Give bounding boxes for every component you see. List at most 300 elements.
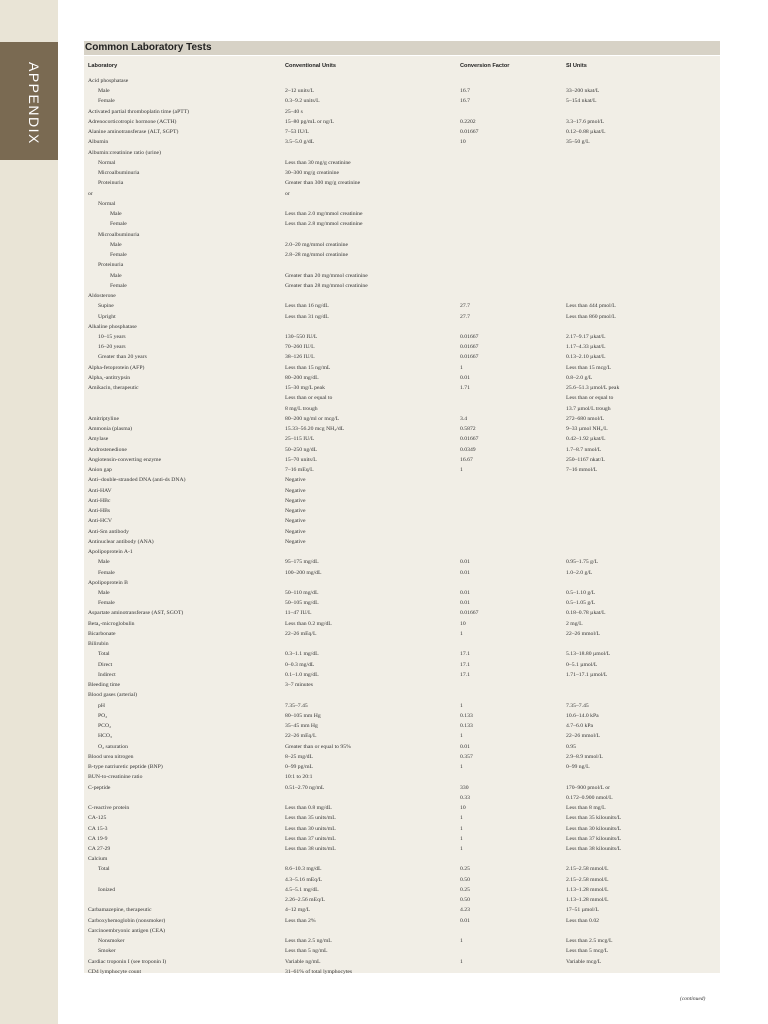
table-row bbox=[0, 332, 768, 342]
conventional-units-cell: 8.6–10.3 mg/dL bbox=[285, 866, 322, 873]
table-row bbox=[0, 240, 768, 250]
table-row bbox=[0, 322, 768, 332]
table-row bbox=[0, 527, 768, 537]
conventional-units-cell: Variable ng/mL bbox=[285, 958, 321, 965]
si-units-cell: Less than 37 kilounits/L bbox=[566, 835, 622, 842]
si-units-cell: 2.9–8.9 mmol/L bbox=[566, 753, 603, 760]
conventional-units-cell: Greater than or equal to 95% bbox=[285, 743, 351, 750]
conversion-factor-cell: 0.01667 bbox=[460, 354, 479, 361]
conventional-units-cell: or bbox=[285, 190, 290, 197]
test-name-cell: Total bbox=[98, 866, 110, 873]
table-row bbox=[0, 148, 768, 158]
conventional-units-cell: 0–99 pg/mL bbox=[285, 764, 313, 771]
test-name-cell: Direct bbox=[98, 661, 113, 668]
conversion-factor-cell: 0.01 bbox=[460, 559, 470, 566]
test-name-cell: Male bbox=[98, 88, 110, 95]
test-name-cell: Ionized bbox=[98, 886, 116, 893]
conventional-units-cell: 2.26–2.56 mEq/L bbox=[285, 897, 325, 904]
test-name-cell: or bbox=[88, 190, 93, 197]
conversion-factor-cell: 0.357 bbox=[460, 753, 473, 760]
conventional-units-cell: 50–105 mg/dL bbox=[285, 600, 319, 607]
test-name-cell: B-type natriuretic peptide (BNP) bbox=[88, 764, 163, 771]
header-conversion-factor: Conversion Factor bbox=[460, 63, 510, 69]
test-name-cell: PO₂ bbox=[98, 712, 108, 719]
table-row bbox=[0, 373, 768, 383]
table-row bbox=[0, 803, 768, 813]
conversion-factor-cell: 10 bbox=[460, 620, 466, 627]
table-row bbox=[0, 588, 768, 598]
test-name-cell: C-peptide bbox=[88, 784, 111, 791]
table-row bbox=[0, 752, 768, 762]
test-name-cell: Anti–double-stranded DNA (anti-ds DNA) bbox=[88, 477, 186, 484]
conventional-units-cell: Greater than 28 mg/mmol creatinine bbox=[285, 282, 368, 289]
test-name-cell: Beta₂-microglobulin bbox=[88, 620, 135, 627]
si-units-cell: 5–154 nkat/L bbox=[566, 98, 597, 105]
conventional-units-cell: Negative bbox=[285, 497, 306, 504]
si-units-cell: Less than 5 mcg/L bbox=[566, 948, 609, 955]
table-row bbox=[0, 301, 768, 311]
table-row bbox=[0, 701, 768, 711]
table-row bbox=[0, 117, 768, 127]
table-row bbox=[0, 281, 768, 291]
si-units-cell: 1.71–17.1 µmol/L bbox=[566, 671, 608, 678]
si-units-cell: 1.13–1.28 mmol/L bbox=[566, 897, 609, 904]
conventional-units-cell: 25–115 IU/L bbox=[285, 436, 315, 443]
conventional-units-cell: Less than 16 ng/dL bbox=[285, 303, 329, 310]
conversion-factor-cell: 0.01667 bbox=[460, 334, 479, 340]
conventional-units-cell: Greater than 300 mg/g creatinine bbox=[285, 180, 361, 187]
conversion-factor-cell: 0.01 bbox=[460, 743, 470, 750]
si-units-cell: 250–1167 nkat/L bbox=[566, 456, 605, 463]
test-name-cell: CD4 lymphocyte count bbox=[88, 968, 142, 975]
test-name-cell: Blood urea nitrogen bbox=[88, 753, 134, 760]
conversion-factor-cell: 1 bbox=[460, 630, 463, 637]
test-name-cell: Female bbox=[110, 282, 127, 289]
conversion-factor-cell: 0.25 bbox=[460, 866, 470, 873]
conversion-factor-cell: 1 bbox=[460, 938, 463, 945]
appendix-tab-label: APPENDIX bbox=[26, 62, 42, 145]
table-row bbox=[0, 967, 768, 977]
si-units-cell: 2.15–2.58 mmol/L bbox=[566, 876, 609, 883]
conventional-units-cell: Less than 2.5 ng/mL bbox=[285, 938, 332, 945]
conventional-units-cell: 35–45 mm Hg bbox=[285, 723, 318, 730]
test-name-cell: Female bbox=[98, 569, 115, 576]
conversion-factor-cell: 0.01 bbox=[460, 917, 470, 924]
conventional-units-cell: 10:1 to 20:1 bbox=[285, 774, 313, 781]
test-name-cell: Alanine aminotransferase (ALT, SGPT) bbox=[88, 129, 179, 136]
test-name-cell: Amikacin, therapeutic bbox=[88, 385, 139, 392]
test-name-cell: Bleeding time bbox=[88, 682, 121, 689]
conventional-units-cell: 4.5–5.1 mg/dL bbox=[285, 886, 319, 893]
table-row bbox=[0, 414, 768, 424]
test-name-cell: Male bbox=[110, 272, 122, 279]
test-name-cell: Apolipoprotein B bbox=[88, 579, 128, 586]
conversion-factor-cell: 16.7 bbox=[460, 88, 470, 95]
header-laboratory: Laboratory bbox=[88, 63, 118, 69]
test-name-cell: Female bbox=[98, 600, 115, 607]
si-units-cell: Less than 35 kilounits/L bbox=[566, 815, 622, 822]
table-row bbox=[0, 578, 768, 588]
table-row bbox=[0, 608, 768, 618]
test-name-cell: Cardiac troponin I (see troponin I) bbox=[88, 958, 167, 965]
conversion-factor-cell: 0.33 bbox=[460, 794, 470, 801]
conventional-units-cell: 31–61% of total lymphocytes bbox=[285, 968, 353, 975]
si-units-cell: 0.95 bbox=[566, 743, 576, 750]
conventional-units-cell: 30–300 mg/g creatinine bbox=[285, 170, 340, 177]
conversion-factor-cell: 1 bbox=[460, 764, 463, 771]
table-row bbox=[0, 926, 768, 936]
test-name-cell: Androstenedione bbox=[88, 446, 127, 453]
conversion-factor-cell: 17.1 bbox=[460, 651, 470, 658]
conventional-units-cell: 2.8–28 mg/mmol creatinine bbox=[285, 252, 349, 259]
si-units-cell: 2 mg/L bbox=[566, 620, 583, 627]
table-row bbox=[0, 516, 768, 526]
conventional-units-cell: Less than 37 units/mL bbox=[285, 835, 336, 842]
conversion-factor-cell: 27.7 bbox=[460, 313, 470, 320]
test-name-cell: Normal bbox=[98, 159, 116, 166]
conventional-units-cell: 100–200 mg/dL bbox=[285, 569, 322, 576]
conversion-factor-cell: 10 bbox=[460, 139, 466, 146]
conventional-units-cell: 0.3–1.1 mg/dL bbox=[285, 651, 319, 658]
table-row bbox=[0, 813, 768, 823]
table-row bbox=[0, 762, 768, 772]
conventional-units-cell: 22–26 mEq/L bbox=[285, 733, 317, 740]
table-row bbox=[0, 936, 768, 946]
conversion-factor-cell: 1 bbox=[460, 702, 463, 709]
table-row bbox=[0, 127, 768, 137]
conventional-units-cell: 130–550 IU/L bbox=[285, 334, 318, 340]
conventional-units-cell: 15.33–56.20 mcg NH₃/dL bbox=[285, 426, 345, 433]
conversion-factor-cell: 0.133 bbox=[460, 723, 473, 730]
conventional-units-cell: 11–47 IU/L bbox=[285, 610, 312, 617]
si-units-cell: 0.8–2.0 g/L bbox=[566, 374, 593, 381]
conventional-units-cell: 80–200 ng/ml or mcg/L bbox=[285, 415, 340, 422]
conversion-factor-cell: 0.01 bbox=[460, 600, 470, 607]
table-row bbox=[0, 844, 768, 854]
table-row bbox=[0, 731, 768, 741]
table-row bbox=[0, 957, 768, 967]
table-row bbox=[0, 742, 768, 752]
page-title: Common Laboratory Tests bbox=[85, 42, 212, 53]
si-units-cell: 0.12–0.88 µkat/L bbox=[566, 129, 606, 136]
test-name-cell: Anion gap bbox=[88, 467, 112, 474]
test-name-cell: BUN-to-creatinine ratio bbox=[88, 774, 143, 781]
si-units-cell: 0.5–1.10 g/L bbox=[566, 590, 596, 596]
si-units-cell: Less than 30 kilounits/L bbox=[566, 825, 622, 832]
table-row bbox=[0, 486, 768, 496]
test-name-cell: CA 15-3 bbox=[88, 825, 108, 832]
test-name-cell: Anti-Sm antibody bbox=[88, 528, 129, 535]
table-row bbox=[0, 363, 768, 373]
test-name-cell: Male bbox=[110, 211, 122, 218]
table-row bbox=[0, 506, 768, 516]
conversion-factor-cell: 0.01 bbox=[460, 374, 470, 381]
conventional-units-cell: Negative bbox=[285, 508, 306, 515]
conventional-units-cell: Less than 15 ng/mL bbox=[285, 364, 331, 371]
test-name-cell: C-reactive protein bbox=[88, 805, 130, 812]
test-name-cell: CA-125 bbox=[88, 815, 107, 822]
conventional-units-cell: 70–260 IU/L bbox=[285, 344, 315, 351]
conversion-factor-cell: 16.67 bbox=[460, 456, 473, 463]
conventional-units-cell: 80–200 mg/dL bbox=[285, 374, 319, 381]
si-units-cell: 1.13–1.28 mmol/L bbox=[566, 886, 609, 893]
header-si-units: SI Units bbox=[566, 63, 587, 69]
conventional-units-cell: 4.3–5.16 mEq/L bbox=[285, 876, 323, 883]
header-conventional-units: Conventional Units bbox=[285, 63, 336, 69]
conventional-units-cell: 7–53 IU/L bbox=[285, 129, 309, 136]
conversion-factor-cell: 1.71 bbox=[460, 385, 470, 392]
si-units-cell: 3.3–17.6 pmol/L bbox=[566, 118, 605, 125]
table-row bbox=[0, 885, 768, 895]
si-units-cell: 10.6–14.0 kPa bbox=[566, 712, 599, 719]
conventional-units-cell: Less than 5 ng/mL bbox=[285, 948, 328, 955]
si-units-cell: 22–26 mmol/L bbox=[566, 630, 600, 637]
conventional-units-cell: Negative bbox=[285, 538, 306, 545]
test-name-cell: Alpha-fetoprotein (AFP) bbox=[88, 364, 145, 371]
conventional-units-cell: Less than 0.8 mg/dL bbox=[285, 805, 332, 812]
table-row bbox=[0, 475, 768, 485]
conventional-units-cell: 80–105 mm Hg bbox=[285, 712, 321, 719]
si-units-cell: 0–99 ng/L bbox=[566, 764, 590, 771]
table-row bbox=[0, 598, 768, 608]
table-row bbox=[0, 86, 768, 96]
conventional-units-cell: Less than 2% bbox=[285, 917, 316, 924]
si-units-cell: 0.95–1.75 g/L bbox=[566, 559, 599, 566]
conventional-units-cell: Negative bbox=[285, 487, 306, 494]
si-units-cell: 35–50 g/L bbox=[566, 139, 590, 146]
conversion-factor-cell: 1 bbox=[460, 733, 463, 740]
test-name-cell: Female bbox=[98, 98, 115, 105]
test-name-cell: Angiotensin-converting enzyme bbox=[88, 456, 162, 463]
test-name-cell: Carbamazepine, therapeutic bbox=[88, 907, 152, 914]
si-units-cell: 1.0–2.0 g/L bbox=[566, 569, 593, 576]
conversion-factor-cell: 0.133 bbox=[460, 712, 473, 719]
conventional-units-cell: 15–80 pg/mL or ng/L bbox=[285, 118, 334, 125]
test-name-cell: Supine bbox=[98, 303, 114, 310]
conventional-units-cell: Greater than 20 mg/mmol creatinine bbox=[285, 272, 368, 279]
table-row bbox=[0, 834, 768, 844]
si-units-cell: Less than 8 mg/L bbox=[566, 805, 606, 812]
table-row bbox=[0, 916, 768, 926]
table-row bbox=[0, 76, 768, 86]
table-row bbox=[0, 342, 768, 352]
table-row bbox=[0, 905, 768, 915]
conversion-factor-cell: 0.01 bbox=[460, 569, 470, 576]
table-row bbox=[0, 250, 768, 260]
table-row bbox=[0, 455, 768, 465]
test-name-cell: Male bbox=[98, 559, 110, 566]
table-row bbox=[0, 445, 768, 455]
test-name-cell: O₂ saturation bbox=[98, 743, 128, 750]
si-units-cell: 1.17–4.33 µkat/L bbox=[566, 344, 606, 351]
si-units-cell: 5.13–18.80 µmol/L bbox=[566, 651, 611, 658]
test-name-cell: Proteinuria bbox=[98, 180, 124, 187]
table-row bbox=[0, 404, 768, 414]
test-name-cell: Carboxyhemoglobin (nonsmoker) bbox=[88, 917, 166, 924]
conversion-factor-cell: 17.1 bbox=[460, 671, 470, 678]
table-row bbox=[0, 312, 768, 322]
test-name-cell: CA 27-29 bbox=[88, 846, 111, 852]
test-name-cell: Proteinuria bbox=[98, 262, 124, 269]
conversion-factor-cell: 0.2202 bbox=[460, 118, 476, 125]
table-row bbox=[0, 260, 768, 270]
si-units-cell: 2.15–2.58 mmol/L bbox=[566, 866, 609, 873]
si-units-cell: 170–900 pmol/L or bbox=[566, 784, 611, 791]
conventional-units-cell: 3–7 minutes bbox=[285, 682, 313, 689]
continued-note: (continued) bbox=[680, 996, 706, 1002]
conversion-factor-cell: 1 bbox=[460, 815, 463, 822]
conversion-factor-cell: 0.50 bbox=[460, 897, 470, 904]
conversion-factor-cell: 3.4 bbox=[460, 415, 468, 422]
table-row bbox=[0, 219, 768, 229]
conventional-units-cell: Less than or equal to bbox=[285, 395, 333, 402]
conversion-factor-cell: 1 bbox=[460, 835, 463, 842]
table-row bbox=[0, 393, 768, 403]
si-units-cell: 0.18–0.78 µkat/L bbox=[566, 610, 606, 617]
table-row bbox=[0, 680, 768, 690]
conversion-factor-cell: 0.01667 bbox=[460, 610, 479, 617]
si-units-cell: 7–16 mmol/L bbox=[566, 467, 598, 474]
test-name-cell: Activated partial thromboplatin time (aPTT) bbox=[88, 108, 190, 115]
conventional-units-cell: 15–30 mg/L peak bbox=[285, 385, 325, 392]
test-name-cell: Antinuclear antibody (ANA) bbox=[88, 538, 154, 545]
si-units-cell: 0–5.1 µmol/L bbox=[566, 661, 598, 668]
conventional-units-cell: Less than 30 units/mL bbox=[285, 825, 336, 832]
table-row bbox=[0, 772, 768, 782]
table-row bbox=[0, 137, 768, 147]
si-units-cell: 7.35–7.45 bbox=[566, 702, 589, 709]
conversion-factor-cell: 27.7 bbox=[460, 303, 470, 310]
table-row bbox=[0, 496, 768, 506]
conversion-factor-cell: 1 bbox=[460, 958, 463, 965]
test-name-cell: CA 19-9 bbox=[88, 835, 108, 842]
conventional-units-cell: Negative bbox=[285, 477, 306, 484]
conventional-units-cell: 0–0.3 mg/dL bbox=[285, 661, 315, 668]
table-row bbox=[0, 824, 768, 834]
table-row bbox=[0, 660, 768, 670]
test-name-cell: Indirect bbox=[98, 671, 116, 678]
test-name-cell: Blood gases (arterial) bbox=[88, 692, 137, 699]
test-name-cell: Anti-HBs bbox=[88, 508, 111, 515]
table-row bbox=[0, 864, 768, 874]
si-units-cell: Less than 2.5 mcg/L bbox=[566, 938, 613, 945]
si-units-cell: 0.5–1.05 g/L bbox=[566, 600, 596, 607]
test-name-cell: Anti-HAV bbox=[88, 487, 112, 494]
table-row bbox=[0, 875, 768, 885]
conventional-units-cell: Less than 0.2 mg/dL bbox=[285, 620, 332, 627]
table-row bbox=[0, 557, 768, 567]
conventional-units-cell: 50–250 ng/dL bbox=[285, 446, 318, 453]
conversion-factor-cell: 16.7 bbox=[460, 98, 470, 105]
table-row bbox=[0, 158, 768, 168]
test-name-cell: Albumin bbox=[88, 139, 109, 146]
si-units-cell: Less than 444 pmol/L bbox=[566, 303, 616, 310]
si-units-cell: Less than 38 kilounits/L bbox=[566, 846, 622, 852]
si-units-cell: Less than 0.02 bbox=[566, 917, 600, 924]
conversion-factor-cell: 1 bbox=[460, 825, 463, 832]
table-row bbox=[0, 690, 768, 700]
test-name-cell: Male bbox=[98, 590, 110, 596]
si-units-cell: 17–51 µmol/L bbox=[566, 907, 599, 914]
conventional-units-cell: 0.51–2.70 ng/mL bbox=[285, 784, 325, 791]
conventional-units-cell: Less than 2.0 mg/mmol creatinine bbox=[285, 211, 363, 218]
test-name-cell: Bilirubin bbox=[88, 641, 109, 648]
test-name-cell: Acid phosphatase bbox=[88, 78, 129, 84]
test-name-cell: Carcinoembryonic antigen (CEA) bbox=[88, 927, 166, 934]
test-name-cell: Bicarbonate bbox=[88, 630, 116, 637]
table-row bbox=[0, 783, 768, 793]
table-row bbox=[0, 649, 768, 659]
table-row bbox=[0, 168, 768, 178]
conversion-factor-cell: 330 bbox=[460, 784, 469, 791]
table-row bbox=[0, 854, 768, 864]
conversion-factor-cell: 0.50 bbox=[460, 876, 470, 883]
conversion-factor-cell: 0.01667 bbox=[460, 129, 479, 136]
conversion-factor-cell: 0.01 bbox=[460, 590, 470, 596]
conventional-units-cell: 95–175 mg/dL bbox=[285, 559, 319, 566]
conventional-units-cell: 2.0–20 mg/mmol creatinine bbox=[285, 241, 349, 248]
conventional-units-cell: 4–12 mg/L bbox=[285, 907, 311, 914]
test-name-cell: Greater than 20 years bbox=[98, 354, 147, 361]
test-name-cell: 16–20 years bbox=[98, 344, 126, 351]
conventional-units-cell: 38–126 IU/L bbox=[285, 354, 315, 361]
test-name-cell: Ammonia (plasma) bbox=[88, 426, 133, 433]
table-row bbox=[0, 547, 768, 557]
conversion-factor-cell: 17.1 bbox=[460, 661, 470, 668]
conversion-factor-cell: 0.25 bbox=[460, 886, 470, 893]
table-row bbox=[0, 721, 768, 731]
conventional-units-cell: 7.35–7.45 bbox=[285, 702, 308, 709]
conventional-units-cell: Less than 35 units/mL bbox=[285, 815, 336, 822]
table-row bbox=[0, 178, 768, 188]
conventional-units-cell: 22–26 mEq/L bbox=[285, 630, 317, 637]
test-name-cell: Anti-HCV bbox=[88, 518, 113, 525]
table-row bbox=[0, 793, 768, 803]
conventional-units-cell: 0.1–1.0 mg/dL bbox=[285, 671, 319, 678]
test-name-cell: Total bbox=[98, 651, 110, 658]
conventional-units-cell: 3.5–5.0 g/dL bbox=[285, 139, 315, 146]
table-row bbox=[0, 946, 768, 956]
table-row bbox=[0, 434, 768, 444]
si-units-cell: 33–200 nkat/L bbox=[566, 88, 600, 95]
si-units-cell: 9–33 µmol NH₃/L bbox=[566, 426, 608, 433]
si-units-cell: 0.172–0.900 nmol/L bbox=[566, 794, 613, 801]
test-name-cell: Normal bbox=[98, 200, 116, 207]
test-name-cell: PCO₂ bbox=[98, 723, 112, 730]
test-name-cell: Amitriptyline bbox=[88, 415, 119, 422]
test-name-cell: Aspartate aminotransferase (AST, SGOT) bbox=[88, 610, 184, 617]
conventional-units-cell: 7–16 mEq/L bbox=[285, 467, 314, 474]
si-units-cell: Less than or equal to bbox=[566, 395, 614, 402]
si-units-cell: 0.42–1.92 µkat/L bbox=[566, 436, 606, 443]
test-name-cell: Albumin:creatinine ratio (urine) bbox=[88, 149, 161, 156]
si-units-cell: Variable mcg/L bbox=[566, 958, 602, 965]
conventional-units-cell: Less than 38 units/mL bbox=[285, 846, 336, 852]
conversion-factor-cell: 10 bbox=[460, 805, 466, 812]
table-row bbox=[0, 895, 768, 905]
table-row bbox=[0, 383, 768, 393]
table-row bbox=[0, 424, 768, 434]
conversion-factor-cell: 1 bbox=[460, 364, 463, 371]
si-units-cell: 1.7–8.7 nmol/L bbox=[566, 446, 602, 453]
table-row bbox=[0, 619, 768, 629]
test-name-cell: Microalbuminuria bbox=[98, 231, 140, 238]
test-name-cell: Smoker bbox=[98, 948, 116, 955]
test-name-cell: Male bbox=[110, 241, 122, 248]
si-units-cell: 0.13–2.10 µkat/L bbox=[566, 354, 606, 361]
test-name-cell: Alpha₁-antitrypsin bbox=[88, 374, 131, 381]
conversion-factor-cell: 1 bbox=[460, 846, 463, 852]
